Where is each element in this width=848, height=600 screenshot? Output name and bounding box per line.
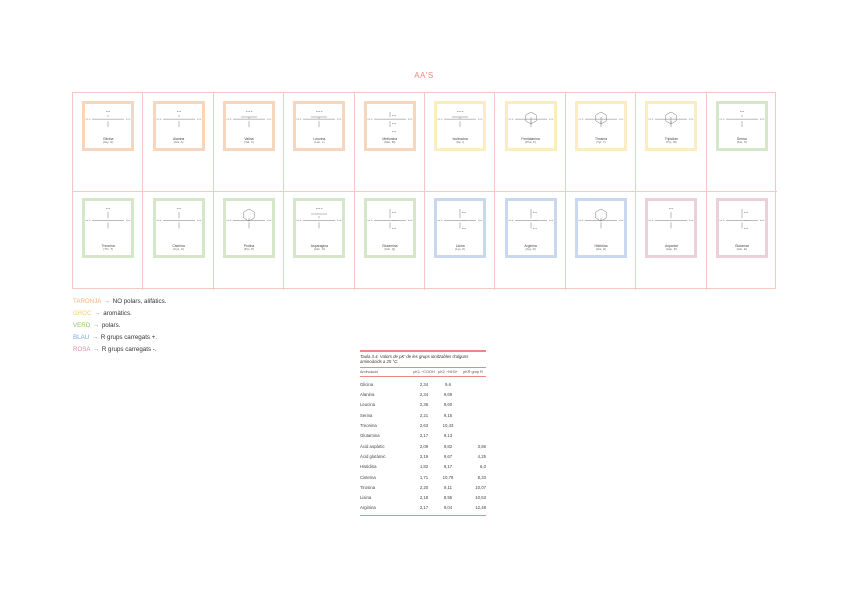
amino-acid-name: Aspartat xyxy=(665,243,678,248)
header-cell: pKR grup R xyxy=(463,369,483,374)
amino-acid-abbr: (Asp, D) xyxy=(665,246,677,251)
amino-acid-name: Glicina xyxy=(103,137,114,142)
table-cell: 10,07 xyxy=(475,484,486,490)
arrow-icon: → xyxy=(94,310,101,317)
amino-acid-card xyxy=(364,198,416,258)
table-cell: 9,17 xyxy=(443,464,453,470)
arrow-icon: → xyxy=(92,322,100,329)
table-cell: 12,48 xyxy=(475,505,486,511)
amino-acid-card xyxy=(505,101,557,151)
table-row xyxy=(360,390,486,400)
amino-acid-card xyxy=(645,198,697,258)
table-cell: 2,34 xyxy=(419,381,429,387)
table-cell: 2,20 xyxy=(419,484,429,490)
grid-cell xyxy=(566,192,636,291)
table-row xyxy=(360,451,486,461)
legend-desc: R grups carregats +. xyxy=(100,334,158,341)
legend-item xyxy=(73,308,166,320)
amino-acid-name: Asparagina xyxy=(310,243,328,248)
amino-acid-name: Cisteïna xyxy=(172,243,185,248)
table-cell: 1,82 xyxy=(419,464,429,470)
grid-cell xyxy=(355,93,425,192)
pk-table xyxy=(360,350,486,518)
table-row xyxy=(360,400,486,410)
grid-cell xyxy=(707,192,777,291)
grid-cell xyxy=(495,93,565,192)
amino-acid-card xyxy=(716,198,768,258)
amino-acid-abbr: (Thr, T) xyxy=(103,246,114,251)
amino-acid-card xyxy=(645,101,697,151)
table-row xyxy=(360,420,486,430)
structure-diagram xyxy=(296,104,342,140)
structure-diagram xyxy=(578,104,624,140)
structure-diagram xyxy=(367,104,413,140)
amino-acid-abbr: (Tyr, Y) xyxy=(596,140,606,145)
table-cell: Cisteïna xyxy=(360,474,376,480)
legend-desc: polars. xyxy=(101,322,121,329)
grid-cell xyxy=(355,192,425,291)
legend-key: ROSA xyxy=(73,346,91,353)
structure-diagram xyxy=(719,201,765,247)
amino-acid-card xyxy=(82,101,134,151)
amino-acid-grid xyxy=(72,92,776,289)
amino-acid-name: Isoleucina xyxy=(452,137,468,142)
legend-desc: R grups carregats -. xyxy=(101,346,157,353)
table-cell: 9,04 xyxy=(443,505,453,511)
amino-acid-name: Alanina xyxy=(172,137,185,142)
amino-acid-name: Arginina xyxy=(524,243,537,248)
amino-acid-abbr: (Ala, A) xyxy=(173,140,184,145)
table-cell: 3,86 xyxy=(477,443,486,449)
table-cell: 10,53 xyxy=(475,495,486,501)
amino-acid-abbr: (Val, V) xyxy=(244,140,254,145)
amino-acid-abbr: (Trp, W) xyxy=(665,140,677,145)
amino-acid-name: Metionina xyxy=(382,137,398,142)
structure-diagram xyxy=(578,201,624,247)
amino-acid-name: Histidina xyxy=(594,243,608,248)
grid-cell xyxy=(284,192,354,291)
amino-acid-abbr: (Asn, N) xyxy=(313,246,325,251)
amino-acid-abbr: (Glu, E) xyxy=(736,246,747,251)
structure-diagram xyxy=(367,201,413,247)
amino-acid-abbr: (Leu, L) xyxy=(314,140,325,145)
structure-diagram xyxy=(156,104,202,140)
page-title: AA'S xyxy=(414,71,434,80)
amino-acid-card xyxy=(293,198,345,258)
amino-acid-abbr: (Ile, I) xyxy=(456,140,465,145)
grid-cell xyxy=(636,192,706,291)
legend-item xyxy=(73,320,166,332)
table-cell: 4,25 xyxy=(477,453,486,459)
arrow-icon: → xyxy=(92,346,100,353)
legend-item xyxy=(73,296,166,308)
legend-key: BLAU xyxy=(73,334,90,341)
structure-diagram xyxy=(156,201,202,247)
amino-acid-name: Prolina xyxy=(243,243,255,248)
amino-acid-abbr: (Lys, K) xyxy=(455,246,466,251)
amino-acid-name: Tirosina xyxy=(595,137,607,142)
table-row xyxy=(360,431,486,441)
table-rule xyxy=(360,367,486,368)
header-cell: pK1 −COOH xyxy=(413,369,435,374)
arrow-icon: → xyxy=(91,334,99,341)
structure-diagram xyxy=(85,104,131,140)
amino-acid-card xyxy=(153,198,205,258)
grid-cell xyxy=(73,93,143,192)
table-cell: 2,17 xyxy=(419,505,429,511)
table-row xyxy=(360,462,486,472)
amino-acid-abbr: (Cys, C) xyxy=(173,246,185,251)
table-cell: 9,6 xyxy=(445,381,451,387)
legend-item xyxy=(73,344,166,356)
structure-diagram xyxy=(437,201,483,247)
grid-cell xyxy=(214,192,284,291)
table-cell: Serina xyxy=(360,412,373,418)
arrow-icon: → xyxy=(103,298,110,305)
structure-diagram xyxy=(508,201,554,247)
grid-cell xyxy=(707,93,777,192)
table-rule xyxy=(360,376,486,377)
table-row xyxy=(360,379,486,389)
structure-diagram xyxy=(226,201,272,247)
grid-cell xyxy=(566,93,636,192)
amino-acid-card xyxy=(434,198,486,258)
amino-acid-abbr: (Pro, P) xyxy=(243,246,255,251)
legend-item xyxy=(73,332,166,344)
header-cell: Aminoàcid xyxy=(360,369,378,374)
amino-acid-name: Valina xyxy=(244,137,254,142)
structure-diagram xyxy=(648,201,694,247)
amino-acid-name: Glutamina xyxy=(382,243,398,248)
table-cell: Treonina xyxy=(360,423,377,429)
table-cell: Alanina xyxy=(360,392,375,398)
header-cell: pK2 −NH3+ xyxy=(438,369,458,374)
table-cell: Leucina xyxy=(360,402,376,408)
table-row xyxy=(360,482,486,492)
table-cell: 2,63 xyxy=(419,423,429,429)
table-row xyxy=(360,503,486,513)
table-body xyxy=(360,379,486,513)
grid-cell xyxy=(284,93,354,192)
table-cell: Lisina xyxy=(360,495,372,501)
table-cell: 2,17 xyxy=(419,433,429,439)
amino-acid-abbr: (Met, M) xyxy=(384,140,396,145)
table-cell: 6,0 xyxy=(480,464,486,470)
amino-acid-name: Fenilalanina xyxy=(521,137,540,142)
structure-diagram xyxy=(296,201,342,247)
table-cell: 9,69 xyxy=(443,392,453,398)
table-cell: 10,43 xyxy=(442,423,454,429)
table-cell: Arginina xyxy=(360,505,376,511)
legend-desc: NO polars, alifàtics. xyxy=(112,298,167,305)
color-legend xyxy=(73,296,166,356)
amino-acid-card xyxy=(434,101,486,151)
amino-acid-card xyxy=(153,101,205,151)
legend-key: VERD xyxy=(73,322,91,329)
amino-acid-name: Treonina xyxy=(101,243,115,248)
legend-key: TARONJA xyxy=(73,298,102,305)
amino-acid-card xyxy=(364,101,416,151)
table-cell: 2,34 xyxy=(419,392,429,398)
amino-acid-name: Serina xyxy=(736,137,747,142)
table-row xyxy=(360,492,486,502)
structure-diagram xyxy=(85,201,131,247)
amino-acid-card xyxy=(82,198,134,258)
table-cell: 2,19 xyxy=(419,453,429,459)
amino-acid-abbr: (Gln, Q) xyxy=(384,246,396,251)
amino-acid-card xyxy=(293,101,345,151)
table-cell: 8,95 xyxy=(443,495,453,501)
amino-acid-name: Leucina xyxy=(313,137,326,142)
table-row xyxy=(360,410,486,420)
table-row xyxy=(360,441,486,451)
table-cell: 2,36 xyxy=(419,402,429,408)
legend-key: GROC xyxy=(73,310,92,317)
table-cell: 2,21 xyxy=(419,412,429,418)
amino-acid-abbr: (Phe, F) xyxy=(525,140,536,145)
table-cell: Glicina xyxy=(360,381,374,387)
table-row xyxy=(360,472,486,482)
table-cell: 2,09 xyxy=(419,443,429,449)
table-cell: 1,71 xyxy=(419,474,429,480)
amino-acid-card xyxy=(575,198,627,258)
amino-acid-card xyxy=(505,198,557,258)
table-cell: 9,11 xyxy=(443,484,453,490)
table-cell: Àcid glutàmic xyxy=(360,453,386,459)
table-cell: Àcid aspàrtic xyxy=(360,443,385,449)
amino-acid-card xyxy=(575,101,627,151)
table-cell: 2,18 xyxy=(419,495,429,501)
legend-desc: aromàtics. xyxy=(103,310,132,317)
grid-cell xyxy=(636,93,706,192)
structure-diagram xyxy=(508,104,554,140)
table-cell: 9,82 xyxy=(443,443,453,449)
table-cell: Histidina xyxy=(360,464,377,470)
amino-acid-abbr: (Arg, R) xyxy=(525,246,536,251)
table-cell: 9,15 xyxy=(443,412,453,418)
structure-diagram xyxy=(648,104,694,140)
grid-cell xyxy=(425,93,495,192)
structure-diagram xyxy=(437,104,483,140)
table-cell: 9,67 xyxy=(443,453,453,459)
amino-acid-card xyxy=(223,101,275,151)
table-bottom-rule xyxy=(360,515,486,516)
grid-cell xyxy=(73,192,143,291)
table-top-rule xyxy=(360,350,486,352)
table-cell: 9,13 xyxy=(443,433,453,439)
table-caption: Taula 3.4. Valors de pK' de les grups ionitzables d'alguns aminoàcids a 25 °C. xyxy=(360,354,469,365)
amino-acid-name: Lisina xyxy=(455,243,465,248)
amino-acid-name: Triptòfan xyxy=(664,137,678,142)
grid-cell xyxy=(143,192,213,291)
amino-acid-name: Glutamat xyxy=(734,243,749,248)
amino-acid-abbr: (Ser, S) xyxy=(736,140,747,145)
table-cell: 10,78 xyxy=(442,474,454,480)
amino-acid-card xyxy=(223,198,275,258)
amino-acid-card xyxy=(716,101,768,151)
structure-diagram xyxy=(719,104,765,140)
grid-cell xyxy=(425,192,495,291)
amino-acid-abbr: (Gly, G) xyxy=(103,140,114,145)
table-cell: 8,33 xyxy=(477,474,486,480)
table-cell: Glutamina xyxy=(360,433,380,439)
grid-cell xyxy=(495,192,565,291)
table-cell: Tirosina xyxy=(360,484,376,490)
table-cell: 9,60 xyxy=(443,402,453,408)
amino-acid-abbr: (His, H) xyxy=(595,246,607,251)
table-header xyxy=(360,370,486,374)
structure-diagram xyxy=(226,104,272,140)
grid-cell xyxy=(143,93,213,192)
grid-cell xyxy=(214,93,284,192)
